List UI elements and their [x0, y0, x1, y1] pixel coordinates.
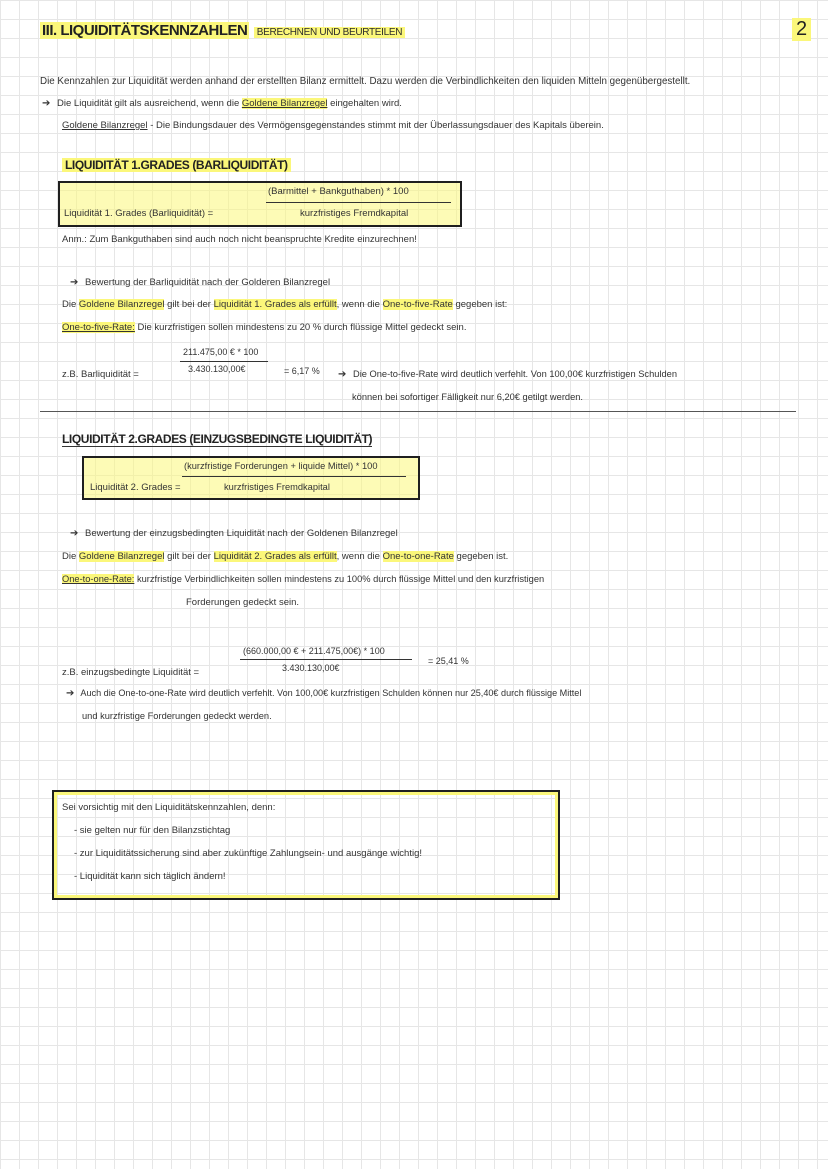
section1-example-den: 3.430.130,00€ — [188, 364, 246, 374]
section1-rate: One-to-five-Rate: Die kurzfristigen sollen mindestens zu 20 % durch flüssige Mittel gedeckt sein. — [62, 322, 467, 333]
section2-example-result: = 25,41 % — [428, 656, 469, 666]
section1-example-result: = 6,17 % — [284, 366, 320, 376]
arrow-right-icon: ➔ — [66, 688, 75, 699]
section1-example-label: z.B. Barliquidität = — [62, 369, 139, 380]
section2-example-den: 3.430.130,00€ — [282, 663, 340, 673]
section2-formula-label: Liquidität 2. Grades = — [90, 482, 181, 493]
arrow-right-icon: ➔ — [338, 369, 347, 380]
section1-fraction-line — [266, 202, 451, 203]
warning-title: Sei vorsichtig mit den Liquiditätskennzahlen, denn: — [62, 802, 276, 813]
section1-example-num: 211.475,00 € * 100 — [183, 347, 259, 357]
title-text: III. LIQUIDITÄTSKENNZAHLEN — [42, 22, 248, 39]
section1-denominator: kurzfristiges Fremdkapital — [300, 208, 409, 219]
section2-example-line — [240, 659, 412, 660]
warning-item-2: - zur Liquiditätssicherung sind aber zukünftige Zahlungsein- und ausgänge wichtig! — [74, 848, 423, 859]
section2-example-num: (660.000,00 € + 211.475,00€) * 100 — [243, 646, 385, 656]
section2-title: LIQUIDITÄT 2.GRADES (EINZUGSBEDINGTE LIQUIDITÄT) — [62, 432, 373, 446]
section1-title: LIQUIDITÄT 1.GRADES (BARLIQUIDITÄT) — [62, 158, 291, 172]
arrow-right-icon: ➔ — [70, 277, 79, 288]
section1-eval-title: ➔ Bewertung der Barliquidität nach der Golderen Bilanzregel — [70, 277, 331, 288]
section1-note: Anm.: Zum Bankguthaben sind auch noch nicht beanspruchte Kredite einzurechnen! — [62, 234, 417, 245]
intro-line-1: Die Kennzahlen zur Liquidität werden anhand der erstellten Bilanz ermittelt. Dazu werden die Verbindlichkeiten den liquiden Mitteln gegenübergestellt. — [40, 76, 691, 87]
section1-conclusion-2: können bei sofortiger Fälligkeit nur 6,20€ getilgt werden. — [352, 392, 584, 402]
goldene-bilanzregel-highlight: Goldene Bilanzregel — [241, 98, 328, 109]
arrow-right-icon: ➔ — [70, 528, 79, 539]
section2-denominator: kurzfristiges Fremdkapital — [224, 482, 330, 492]
section2-example-label: z.B. einzugsbedingte Liquidität = — [62, 667, 200, 678]
section1-formula-box — [58, 181, 462, 227]
title-subtitle: BERECHNEN UND BEURTEILEN — [254, 27, 405, 38]
section2-conclusion-1: ➔ Auch die One-to-one-Rate wird deutlich verfehlt. Von 100,00€ kurzfristigen Schulden können nur 25,40€ durch flüssige Mittel — [66, 688, 582, 699]
section1-conclusion-1: ➔ Die One-to-five-Rate wird deutlich verfehlt. Von 100,00€ kurzfristigen Schulden — [338, 369, 677, 380]
section-divider — [40, 411, 796, 412]
page-title — [40, 22, 405, 40]
section2-formula-box — [82, 456, 420, 500]
section1-formula-label: Liquidität 1. Grades (Barliquidität) = — [64, 208, 214, 219]
section1-example-line — [180, 361, 268, 362]
section2-rule: Die Goldene Bilanzregel gilt bei der Liquidität 2. Grades als erfüllt, wenn die One-to-one-Rate gegeben ist. — [62, 551, 509, 562]
section2-fraction-line — [182, 476, 406, 477]
page-number: 2 — [792, 18, 811, 41]
section2-numerator: (kurzfristige Forderungen + liquide Mittel) * 100 — [184, 461, 378, 471]
intro-line-2: ➔ Die Liquidität gilt als ausreichend, wenn die Goldene Bilanzregel eingehalten wird. — [42, 98, 402, 109]
rule-definition: Goldene Bilanzregel - Die Bindungsdauer des Vermögensgegenstandes stimmt mit der Überlassungsdauer des Kapitals überein. — [62, 120, 604, 131]
arrow-right-icon: ➔ — [42, 98, 51, 109]
section2-eval-title: ➔ Bewertung der einzugsbedingten Liquidität nach der Goldenen Bilanzregel — [70, 528, 398, 539]
section2-rate: One-to-one-Rate: kurzfristige Verbindlichkeiten sollen mindestens zu 100% durch flüssige Mittel und den kurzfristigen — [62, 574, 545, 584]
warning-item-1: - sie gelten nur für den Bilanzstichtag — [74, 825, 231, 836]
section1-numerator: (Barmittel + Bankguthaben) * 100 — [268, 186, 409, 197]
warning-item-3: - Liquidität kann sich täglich ändern! — [74, 871, 226, 882]
section2-conclusion-2: und kurzfristige Forderungen gedeckt werden. — [82, 711, 272, 721]
section1-rule: Die Goldene Bilanzregel gilt bei der Liquidität 1. Grades als erfüllt, wenn die One-to-five-Rate gegeben ist: — [62, 299, 508, 310]
warning-box — [52, 790, 560, 900]
section2-rate-cont: Forderungen gedeckt sein. — [186, 597, 300, 608]
